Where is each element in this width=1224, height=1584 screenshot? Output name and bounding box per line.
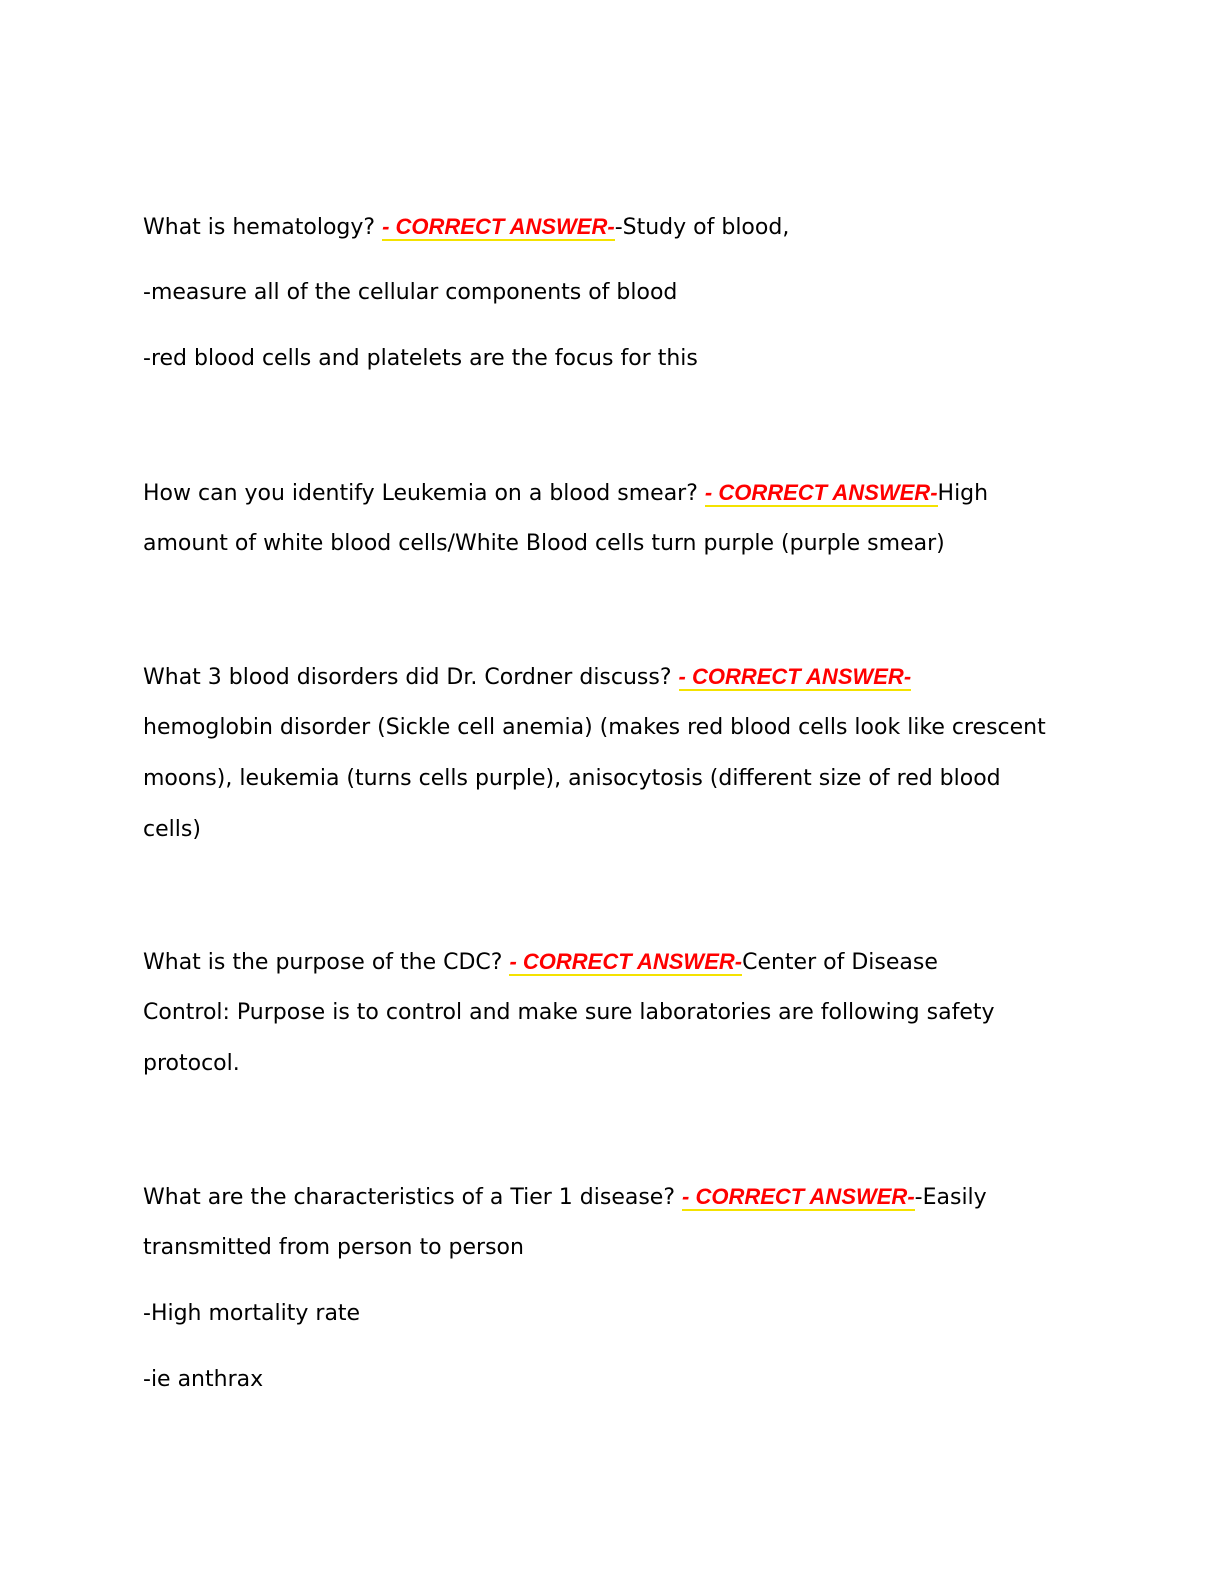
question-text: What are the characteristics of a Tier 1 disease? — [143, 1185, 676, 1210]
answer-text: High — [937, 481, 989, 506]
answer-line: amount of white blood cells/White Blood cells turn purple (purple smear) — [143, 531, 945, 556]
answer-line: -measure all of the cellular components of blood — [143, 280, 678, 305]
answer-line: transmitted from person to person — [143, 1235, 524, 1260]
question-text: What is hematology? — [143, 215, 376, 240]
correct-answer-marker: - CORRECT ANSWER- — [682, 1184, 915, 1209]
correct-answer-marker: - CORRECT ANSWER- — [382, 214, 615, 239]
question-line — [143, 1182, 987, 1213]
answer-text: -Study of blood, — [614, 215, 790, 240]
answer-text: -Easily — [914, 1185, 987, 1210]
question-text: How can you identify Leukemia on a blood smear? — [143, 481, 698, 506]
answer-line: -High mortality rate — [143, 1301, 361, 1326]
correct-answer-marker: - CORRECT ANSWER- — [678, 664, 912, 689]
answer-line: -red blood cells and platelets are the focus for this — [143, 346, 698, 371]
answer-line: Control: Purpose is to control and make sure laboratories are following safety — [143, 1000, 995, 1025]
answer-line: protocol. — [143, 1051, 240, 1076]
answer-line: hemoglobin disorder (Sickle cell anemia) (makes red blood cells look like crescent — [143, 715, 1046, 740]
correct-answer-marker: - CORRECT ANSWER- — [509, 949, 743, 974]
answer-line: moons), leukemia (turns cells purple), anisocytosis (different size of red blood — [143, 766, 1001, 791]
answer-line: cells) — [143, 817, 201, 842]
question-line — [143, 212, 789, 243]
question-line — [143, 478, 988, 509]
question-text: What 3 blood disorders did Dr. Cordner discuss? — [143, 665, 672, 690]
answer-text: Center of Disease — [742, 950, 938, 975]
question-line — [143, 947, 938, 978]
question-text: What is the purpose of the CDC? — [143, 950, 503, 975]
answer-line: -ie anthrax — [143, 1367, 264, 1392]
correct-answer-marker: - CORRECT ANSWER- — [704, 480, 938, 505]
question-line — [143, 662, 911, 693]
